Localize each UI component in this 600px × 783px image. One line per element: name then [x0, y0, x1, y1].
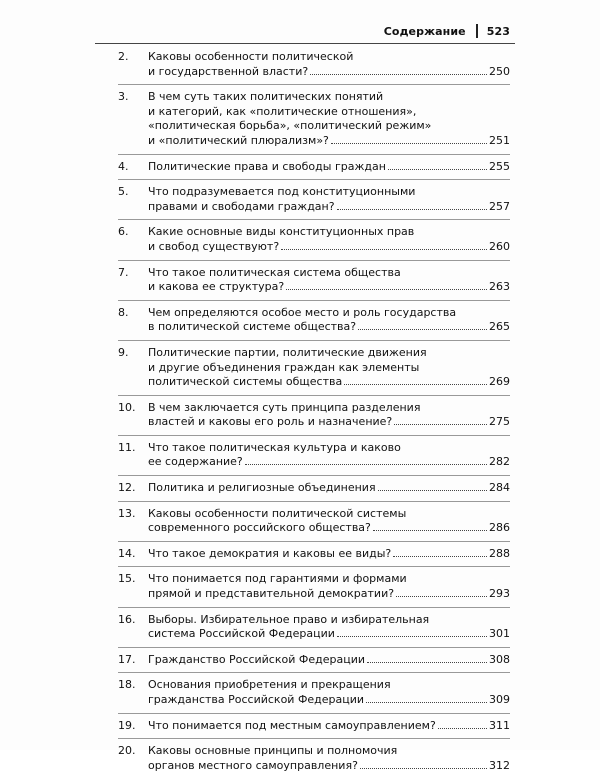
- toc-entry-number: 11.: [118, 440, 136, 454]
- toc-entry-leader-line: [148, 455, 510, 470]
- dot-leader: [358, 329, 487, 330]
- toc-entry-title-line: Чем определяются особое место и роль государства: [148, 305, 457, 319]
- dot-leader: [360, 768, 487, 769]
- toc-entry: [118, 225, 510, 260]
- toc-entry: [118, 744, 510, 778]
- toc-entry-leader-line: [148, 375, 510, 390]
- toc-entry-title-line: Политические партии, политические движения: [148, 345, 427, 359]
- toc-entry-leader-line: [148, 547, 510, 562]
- toc-entry-title-line: Что такое политическая система общества: [148, 265, 401, 279]
- toc-entry: [118, 613, 510, 648]
- toc-entry-title-line: В чем суть таких политических понятий: [148, 90, 384, 104]
- toc-entry: [118, 306, 510, 341]
- toc-entry-number: 20.: [118, 744, 136, 758]
- toc-entry-number: 6.: [118, 225, 129, 239]
- toc-entry: [118, 266, 510, 301]
- toc-entry-number: 18.: [118, 678, 136, 692]
- toc-entry-title-line: Политические права и свободы граждан: [148, 159, 386, 173]
- toc-entry: [118, 653, 510, 674]
- toc-entry: [118, 572, 510, 607]
- toc-entry-title-line: Какие основные виды конституционных прав: [148, 225, 415, 239]
- dot-leader: [245, 464, 487, 465]
- toc-entry: [118, 90, 510, 154]
- dot-leader: [331, 143, 487, 144]
- dot-leader: [310, 74, 487, 75]
- toc-entry-page: 275: [489, 415, 510, 429]
- toc-entry-leader-line: [148, 240, 510, 255]
- toc-entry: [118, 481, 510, 502]
- dot-leader: [344, 384, 487, 385]
- toc-entry-title-line: Выборы. Избирательное право и избирательная: [148, 612, 430, 626]
- toc-entry-leader-line: [148, 759, 510, 774]
- toc-entry-page: 269: [489, 375, 510, 389]
- toc-entry-page: 282: [489, 455, 510, 469]
- toc-entry: [118, 441, 510, 476]
- toc-entry-page: 288: [489, 546, 510, 560]
- toc-entry-leader-line: [148, 160, 510, 175]
- dot-leader: [394, 424, 487, 425]
- toc-entry: [118, 507, 510, 542]
- toc-entry-leader-line: [148, 200, 510, 215]
- toc-entry: [118, 401, 510, 436]
- toc-entry-number: 19.: [118, 718, 136, 732]
- toc-entry-leader-line: [148, 693, 510, 708]
- toc-entry-title-line: «политическая борьба», «политический режим»: [148, 119, 432, 133]
- toc-entry: [118, 719, 510, 740]
- toc-entry-number: 9.: [118, 345, 129, 359]
- toc-entry-page: 301: [489, 627, 510, 641]
- dot-leader: [388, 169, 487, 170]
- dot-leader: [366, 702, 487, 703]
- toc-entry-number: 4.: [118, 159, 129, 173]
- toc-entry-title-line: и государственной власти?: [148, 64, 309, 78]
- toc-entry-page: 257: [489, 199, 510, 213]
- toc-entry-title-line: Каковы особенности политической: [148, 50, 354, 63]
- toc-entry-leader-line: [148, 280, 510, 295]
- dot-leader: [438, 728, 487, 729]
- toc-entry-page: 265: [489, 320, 510, 334]
- toc-entry-page: 293: [489, 587, 510, 601]
- toc-entry-page: 251: [489, 133, 510, 147]
- dot-leader: [337, 209, 487, 210]
- toc-entry-page: 312: [489, 758, 510, 772]
- dot-leader: [378, 490, 487, 491]
- toc-entry-page: 250: [489, 64, 510, 78]
- toc-entry-title-line: Что понимается под гарантиями и формами: [148, 572, 407, 586]
- toc-entry-number: 5.: [118, 185, 129, 199]
- toc-entry-title-line: в политической системе общества?: [148, 320, 357, 334]
- section-title: Содержание: [383, 24, 466, 38]
- toc-entry-number: 8.: [118, 305, 129, 319]
- toc-entry-title-line: Каковы основные принципы и полномочия: [148, 744, 398, 758]
- dot-leader: [396, 596, 487, 597]
- toc-entry-title-line: и другие объединения граждан как элементы: [148, 360, 420, 374]
- toc-entry-leader-line: [148, 719, 510, 734]
- table-of-contents: [118, 50, 510, 783]
- header-rule: [95, 43, 515, 44]
- toc-entry-title-line: Что понимается под местным самоуправлением?: [148, 718, 436, 732]
- toc-entry: [118, 185, 510, 220]
- toc-entry-number: 2.: [118, 50, 129, 63]
- toc-entry-leader-line: [148, 415, 510, 430]
- dot-leader: [373, 530, 487, 531]
- toc-entry-title-line: и «политический плюрализм»?: [148, 133, 329, 147]
- toc-entry-title-line: Что такое политическая культура и каково: [148, 440, 401, 454]
- toc-entry-number: 3.: [118, 90, 129, 104]
- toc-entry: [118, 160, 510, 181]
- toc-entry-leader-line: [148, 653, 510, 668]
- toc-entry-page: 309: [489, 693, 510, 706]
- toc-entry-number: 15.: [118, 572, 136, 586]
- toc-entry-number: 16.: [118, 612, 136, 626]
- dot-leader: [393, 556, 487, 557]
- toc-entry-title-line: Что подразумевается под конституционными: [148, 185, 416, 199]
- toc-entry: [118, 346, 510, 396]
- toc-entry-title-line: и какова ее структура?: [148, 280, 285, 294]
- page-number: 523: [486, 24, 510, 38]
- toc-entry-leader-line: [148, 134, 510, 149]
- dot-leader: [367, 662, 487, 663]
- toc-entry-title-line: и категорий, как «политические отношения»,: [148, 104, 417, 118]
- toc-entry-page: 263: [489, 280, 510, 294]
- toc-entry-title-line: правами и свободами граждан?: [148, 199, 335, 213]
- dot-leader: [337, 636, 487, 637]
- toc-entry-title-line: прямой и представительной демократии?: [148, 587, 395, 601]
- toc-entry-title-line: ее содержание?: [148, 455, 243, 469]
- toc-entry-title-line: Основания приобретения и прекращения: [148, 678, 391, 692]
- toc-entry-title-line: и свобод существуют?: [148, 239, 280, 253]
- toc-entry-leader-line: [148, 320, 510, 335]
- toc-entry-title-line: политической системы общества: [148, 375, 343, 389]
- toc-entry: [118, 50, 510, 85]
- toc-entry-leader-line: [148, 587, 510, 602]
- toc-entry: [118, 547, 510, 568]
- toc-entry-title-line: органов местного самоуправления?: [148, 758, 358, 772]
- toc-entry-leader-line: [148, 521, 510, 536]
- toc-entry-title-line: Что такое демократия и каковы ее виды?: [148, 546, 392, 560]
- toc-entry-title-line: современного российского общества?: [148, 521, 371, 535]
- toc-entry-number: 12.: [118, 481, 136, 495]
- toc-entry-title-line: Каковы особенности политической системы: [148, 506, 407, 520]
- toc-entry-page: 284: [489, 481, 510, 495]
- toc-entry-number: 10.: [118, 400, 136, 414]
- toc-entry-page: 255: [489, 159, 510, 173]
- toc-entry: [118, 678, 510, 713]
- header-separator: [476, 24, 478, 38]
- running-header: [384, 24, 510, 38]
- toc-entry-number: 13.: [118, 506, 136, 520]
- dot-leader: [281, 249, 487, 250]
- dot-leader: [286, 289, 487, 290]
- toc-entry-title-line: В чем заключается суть принципа разделения: [148, 400, 421, 414]
- toc-entry-title-line: Гражданство Российской Федерации: [148, 652, 365, 666]
- toc-entry-number: 7.: [118, 265, 129, 279]
- toc-entry-number: 14.: [118, 546, 136, 560]
- toc-entry-number: 17.: [118, 652, 136, 666]
- toc-entry-title-line: гражданства Российской Федерации: [148, 693, 365, 706]
- toc-entry-title-line: система Российской Федерации: [148, 627, 335, 641]
- toc-entry-page: 308: [489, 652, 510, 666]
- toc-entry-page: 311: [489, 718, 510, 732]
- toc-entry-title-line: Политика и религиозные объединения: [148, 481, 376, 495]
- toc-entry-page: 260: [489, 239, 510, 253]
- toc-entry-leader-line: [148, 481, 510, 496]
- toc-entry-leader-line: [148, 627, 510, 642]
- toc-entry-title-line: властей и каковы его роль и назначение?: [148, 415, 393, 429]
- toc-entry-leader-line: [148, 65, 510, 80]
- toc-entry-page: 286: [489, 521, 510, 535]
